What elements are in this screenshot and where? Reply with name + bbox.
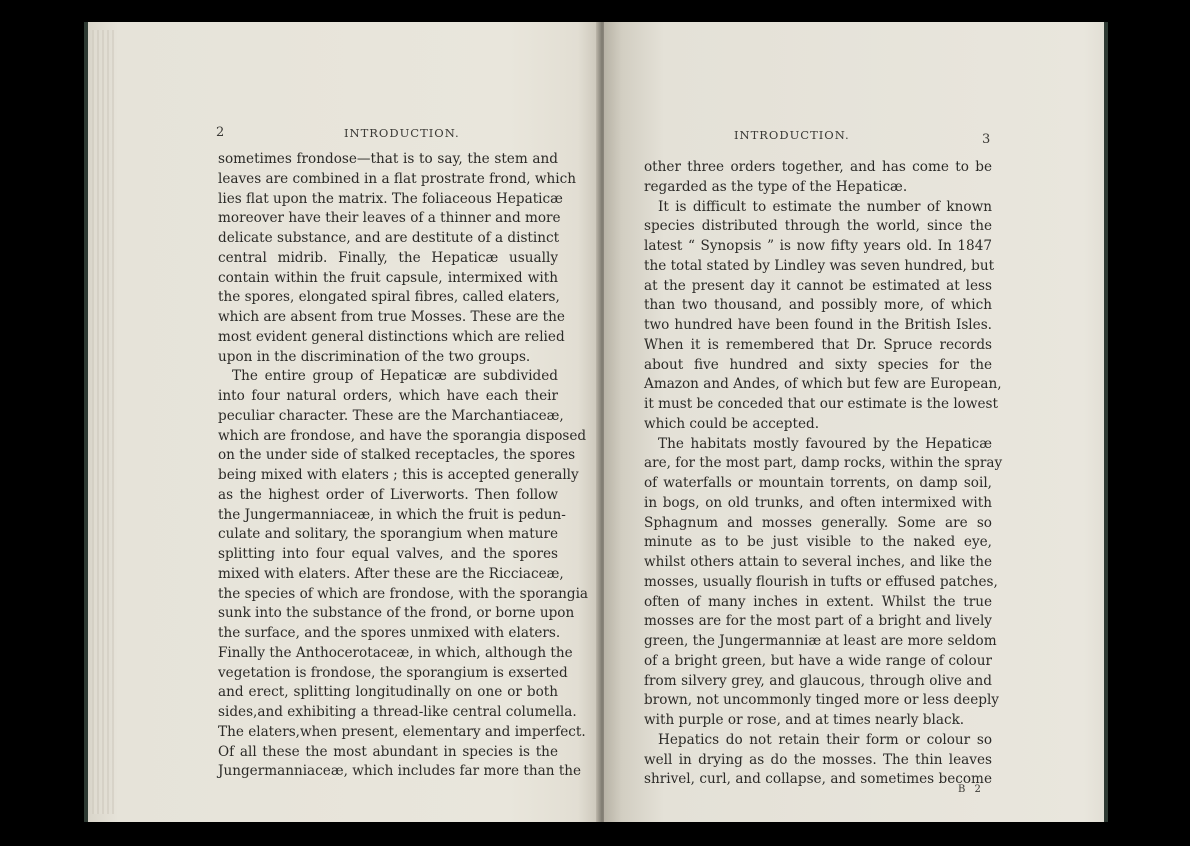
text-line: When it is remembered that Dr. Spruce records [644, 336, 992, 353]
text-line: Amazon and Andes, of which but few are European, [644, 376, 1002, 393]
text-line: the species of which are frondose, with the sporangia [218, 585, 589, 602]
page-edges [92, 30, 114, 814]
text-line: Finally the Anthocerotaceæ, in which, although the [218, 644, 573, 661]
text-line: Hepatics do not retain their form or colour so [658, 731, 992, 748]
text-line: Of all these the most abundant in species is the [218, 743, 558, 760]
text-line: delicate substance, and are destitute of a distinct [218, 230, 560, 246]
left-page-number: 2 [216, 125, 225, 140]
text-line: green, the Jungermanniæ at least are more seldom [644, 633, 997, 649]
text-line: two hundred have been found in the British Isles. [644, 317, 992, 333]
text-line: mosses, usually flourish in tufts or effused patches, [644, 573, 998, 590]
text-line: the Jungermanniaceæ, in which the fruit is pedun- [218, 506, 566, 523]
text-line: lies flat upon the matrix. The foliaceous Hepaticæ [218, 190, 563, 207]
text-line: about five hundred and sixty species for the [644, 356, 992, 373]
text-line: leaves are combined in a flat prostrate frond, which [218, 170, 577, 187]
text-line: mosses are for the most part of a bright and lively [644, 613, 992, 630]
right-body-text [644, 158, 1003, 790]
text-line: peculiar character. These are the Marchantiaceæ, [218, 407, 564, 424]
left-page [88, 22, 602, 822]
right-running-head: INTRODUCTION. [734, 128, 850, 142]
text-line: minute as to be just visible to the naked eye, [644, 534, 992, 551]
text-line: of a bright green, but have a wide range of colour [644, 652, 992, 669]
text-line: sides,and exhibiting a thread-like central columella. [218, 704, 577, 720]
text-line: The elaters,when present, elementary and imperfect. [218, 723, 586, 740]
text-line: splitting into four equal valves, and the spores [218, 546, 558, 562]
text-line: upon in the discrimination of the two groups. [218, 348, 531, 365]
text-line: mixed with elaters. After these are the Ricciaceæ, [218, 565, 564, 582]
text-line: often of many inches in extent. Whilst the true [644, 593, 992, 610]
left-body-text [218, 150, 589, 782]
text-line: Jungermanniaceæ, which includes far more than the [218, 763, 582, 780]
left-running-head: INTRODUCTION. [344, 126, 460, 140]
text-line: and erect, splitting longitudinally on one or both [218, 684, 558, 701]
text-line: well in drying as do the mosses. The thin leaves [644, 751, 992, 768]
text-line: latest “ Synopsis ” is now fifty years old. In 1847 [644, 238, 992, 254]
text-line: species distributed through the world, since the [644, 218, 992, 235]
text-line: from silvery grey, and glaucous, through olive and [644, 672, 992, 689]
text-line: the spores, elongated spiral fibres, called elaters, [218, 289, 560, 306]
text-line: moreover have their leaves of a thinner and more [218, 210, 561, 227]
text-line: shrivel, curl, and collapse, and sometimes become [644, 771, 992, 788]
text-line: It is difficult to estimate the number of known [658, 198, 992, 215]
text-line: whilst others attain to several inches, and like the [644, 554, 992, 570]
text-line: the surface, and the spores unmixed with elaters. [218, 625, 561, 641]
text-line: vegetation is frondose, the sporangium is exserted [218, 664, 568, 681]
signature-mark: B 2 [958, 784, 984, 795]
open-book [84, 22, 1108, 822]
text-line: culate and solitary, the sporangium when mature [218, 526, 558, 543]
text-line: as the highest order of Liverworts. Then follow [218, 486, 558, 503]
text-line: which are frondose, and have the sporangia disposed [218, 427, 587, 444]
right-page-number: 3 [982, 132, 991, 147]
right-page [604, 22, 1104, 822]
text-line: on the under side of stalked receptacles, the spores [218, 447, 576, 464]
text-line: with purple or rose, and at times nearly black. [644, 712, 965, 728]
text-line: contain within the fruit capsule, intermixed with [218, 269, 558, 286]
text-line: which are absent from true Mosses. These are the [218, 309, 565, 325]
text-line: most evident general distinctions which are relied [218, 328, 565, 345]
text-line: The entire group of Hepaticæ are subdivided [232, 368, 558, 385]
text-line: the total stated by Lindley was seven hundred, but [644, 257, 995, 274]
text-line: The habitats mostly favoured by the Hepaticæ [658, 435, 992, 452]
text-line: other three orders together, and has come to be [644, 159, 992, 175]
text-line: sunk into the substance of the frond, or borne upon [218, 605, 575, 622]
text-line: regarded as the type of the Hepaticæ. [644, 178, 908, 195]
text-line: Sphagnum and mosses generally. Some are so [644, 514, 992, 531]
text-line: sometimes frondose—that is to say, the stem and [218, 151, 558, 167]
text-line: which could be accepted. [644, 415, 820, 432]
text-line: central midrib. Finally, the Hepaticæ usually [218, 249, 558, 266]
text-line: are, for the most part, damp rocks, within the spray [644, 455, 1003, 472]
text-line: at the present day it cannot be estimated at less [644, 277, 992, 294]
text-line: brown, not uncommonly tinged more or less deeply [644, 692, 999, 709]
text-line: being mixed with elaters ; this is accepted generally [218, 467, 579, 483]
text-line: in bogs, on old trunks, and often intermixed with [644, 494, 992, 511]
text-line: it must be conceded that our estimate is the lowest [644, 396, 998, 412]
text-line: of waterfalls or mountain torrents, on damp soil, [644, 475, 992, 491]
text-line: than two thousand, and possibly more, of which [644, 297, 992, 314]
text-line: into four natural orders, which have each their [218, 388, 558, 404]
